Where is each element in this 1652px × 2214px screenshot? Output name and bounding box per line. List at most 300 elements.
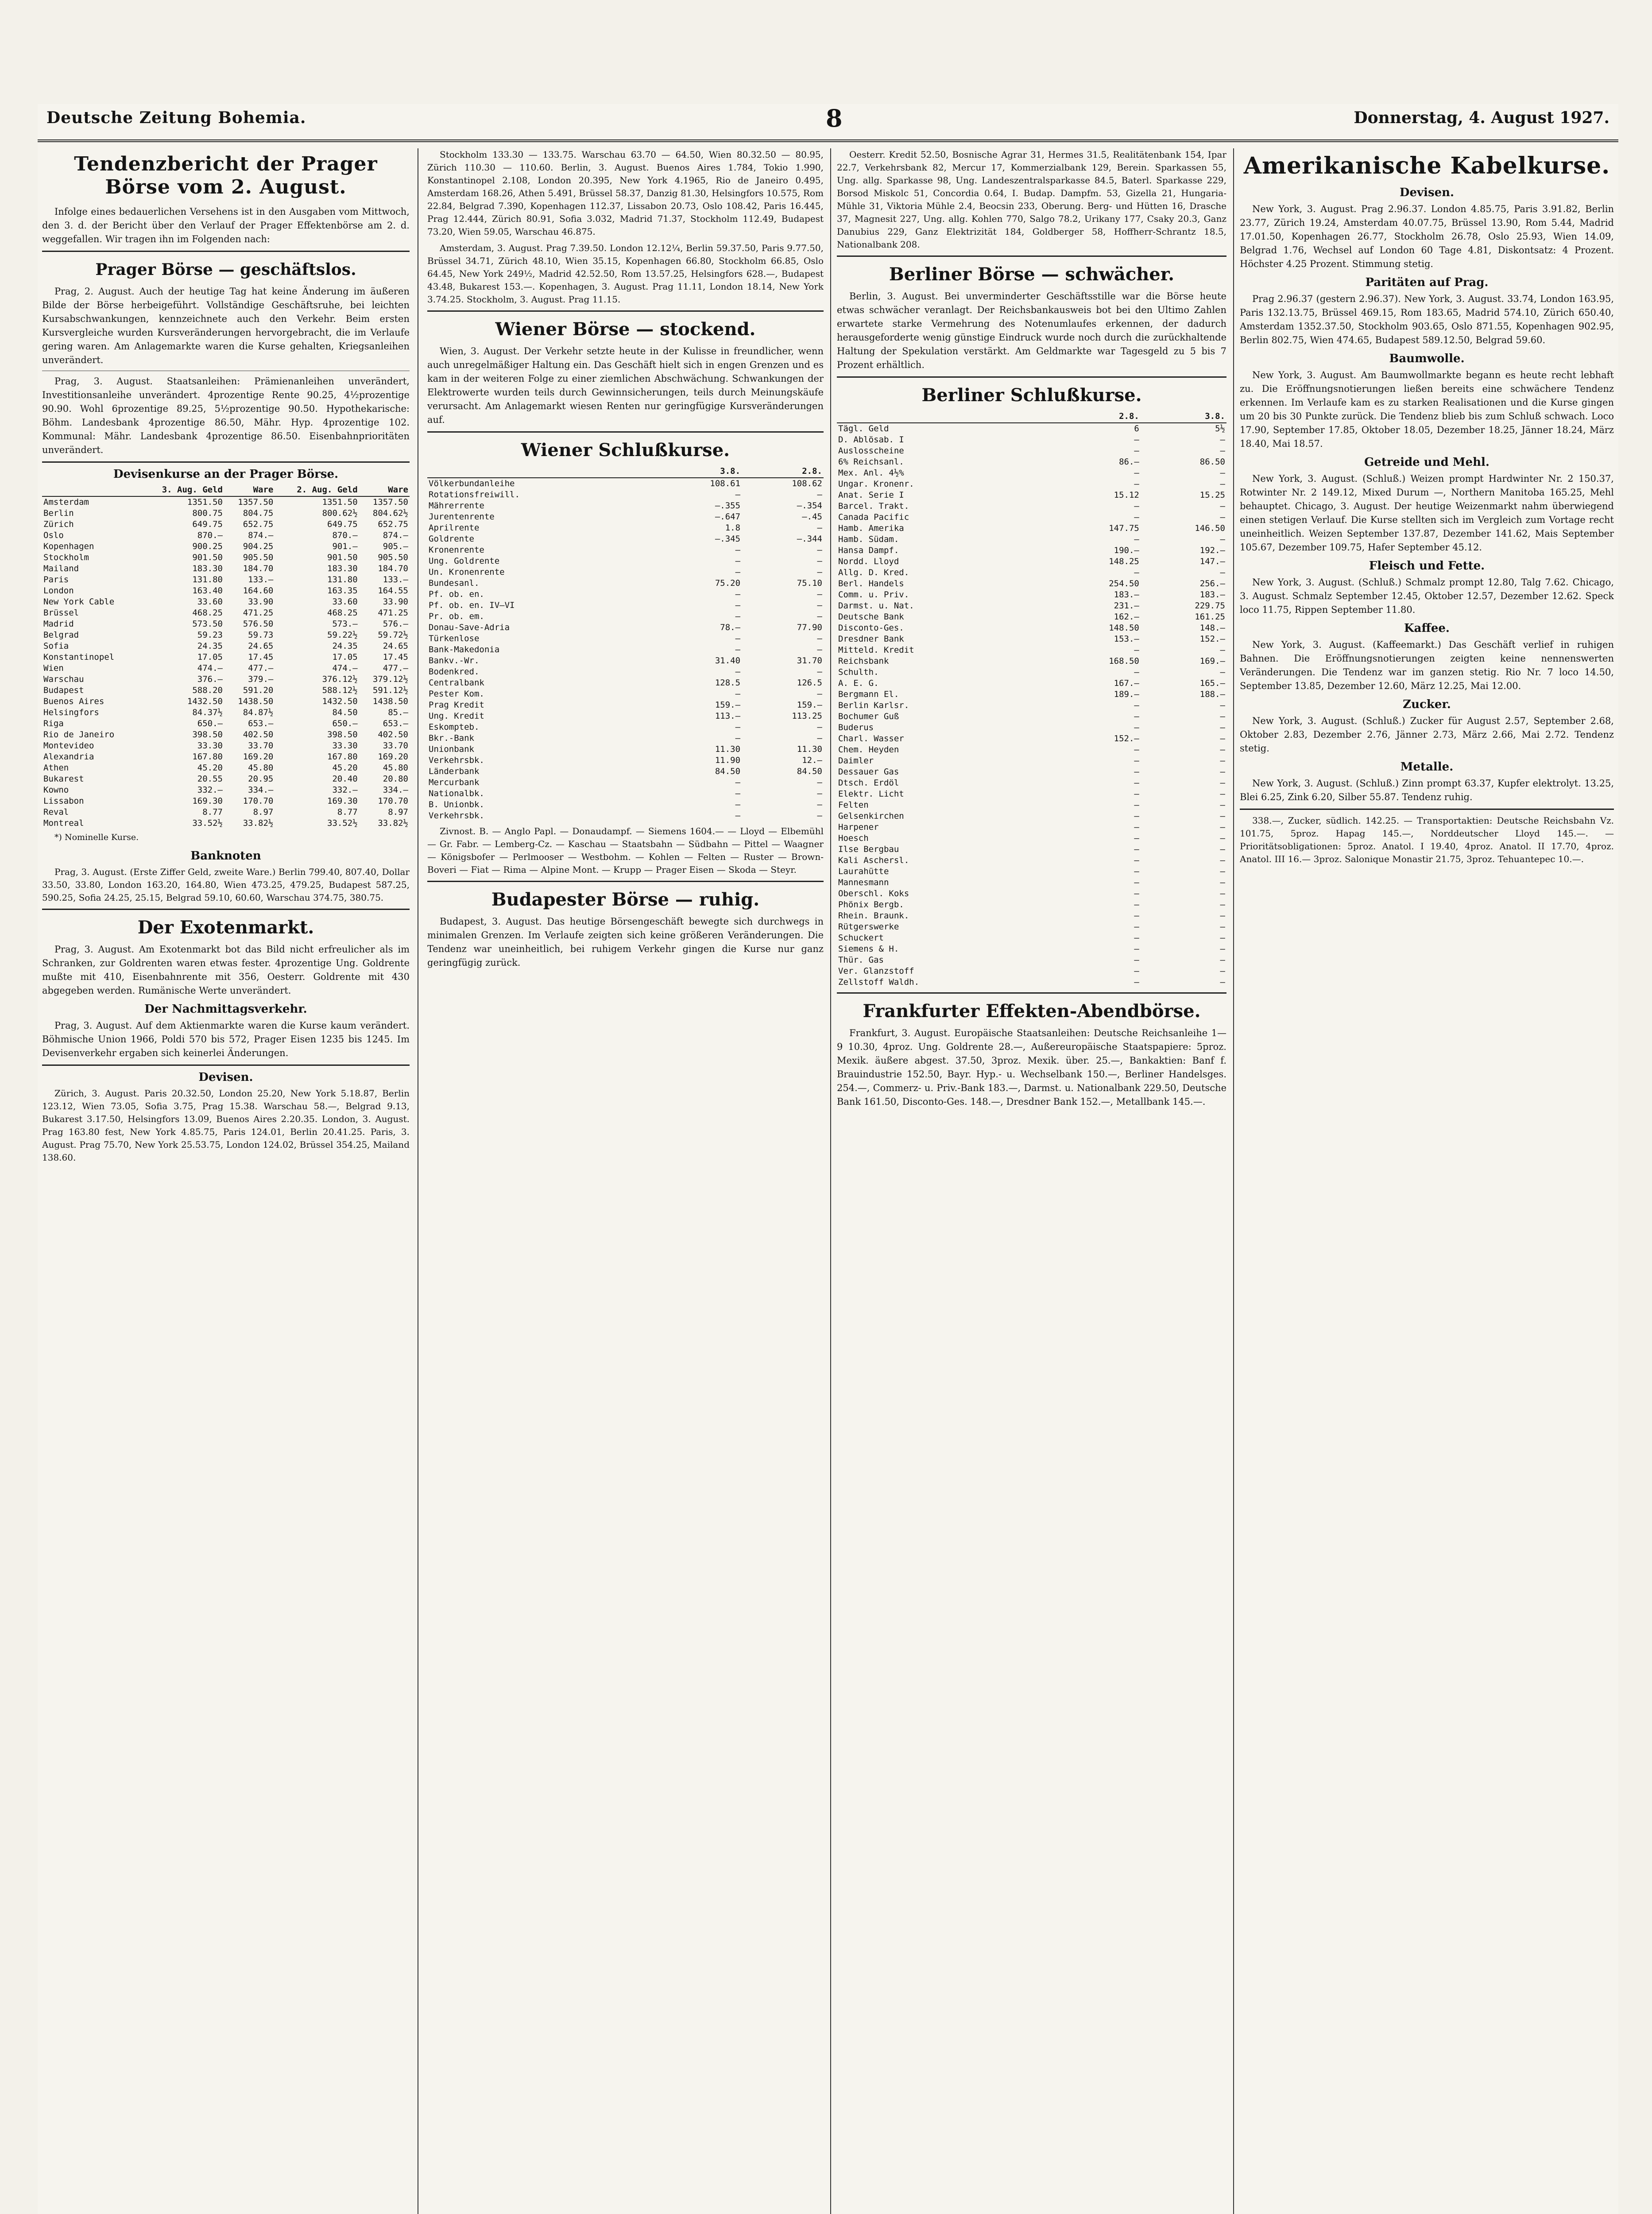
table-row	[427, 788, 824, 799]
table-row	[837, 545, 1226, 556]
table-cell: —	[1220, 734, 1225, 743]
table-cell: 20.55	[197, 774, 223, 784]
table-cell: Buderus	[838, 723, 874, 732]
table-cell: Völkerbundanleihe	[429, 479, 515, 488]
table-header-row	[427, 465, 824, 478]
table-cell: Zürich	[43, 519, 74, 529]
section-text: New York, 3. August. (Schluß.) Weizen prompt Hardwinter Nr. 2 150.37, Rotwinter Nr. 2 149.12, Mixed Durum —, Northern Manitoba 165.25, Mehl behauptet. Chicago, 3. August. Der heutige Weizenmarkt nahm überwiegend einen stetigen Verlauf. Die Kurse stellten sich im Vergleich zum Vortage recht uneinheitlich. Weizen September 137.87, Dezember 141.62, Mais September 105.67, Dezember 109.75, Hafer September 45.12.	[1240, 473, 1614, 553]
table-row	[42, 563, 410, 574]
table-row	[42, 763, 410, 774]
table-cell: —	[735, 556, 741, 566]
table-cell: Ilse Bergbau	[838, 844, 899, 854]
column-header	[42, 484, 140, 496]
table-cell: 471.25	[378, 608, 408, 618]
table-cell: 588.12½	[322, 685, 358, 695]
table-cell: —	[1220, 977, 1225, 987]
section-text: Wien, 3. August. Der Verkehr setzte heute in der Kulisse in freundlicher, wenn auch unregelmäßiger Haltung ein. Das Geschäft hielt sich in engen Grenzen und es kam in der weiteren Folge zu einer ziemlichen Abschwächung. Schwankungen der Elektrowerte wurden teils durch Gewinnsicherungen, teils durch Meinungskäufe verursacht. Am Anlagemarkt wiesen Renten nur geringfügige Kursveränderungen auf.	[427, 346, 824, 425]
table-cell: —	[1220, 867, 1225, 876]
column-header	[427, 465, 660, 478]
table-cell: 133.—	[383, 575, 408, 584]
table-cell: —.45	[802, 512, 822, 522]
table-cell: —	[735, 667, 741, 677]
table-cell: Madrid	[43, 619, 74, 629]
table-cell: Verkehrsbk.	[429, 811, 484, 821]
table-cell: New York Cable	[43, 597, 115, 607]
table-row	[427, 655, 824, 666]
table-cell: —	[1220, 468, 1225, 478]
table-row	[42, 585, 410, 596]
table-cell: Jurentenrente	[429, 512, 495, 522]
table-cell: —	[817, 490, 822, 499]
table-row	[837, 822, 1226, 833]
table-cell: 332.—	[332, 785, 358, 795]
section-title-prager-boerse: Prager Börse — geschäftslos.	[95, 260, 356, 279]
devisen-table	[42, 484, 410, 829]
table-row	[42, 652, 410, 663]
table-cell: 11.30	[797, 744, 822, 754]
section-text: 338.—, Zucker, südlich. 142.25. — Transportaktien: Deutsche Reichsbahn Vz. 101.75, 5proz. Hapag 145.—, Norddeutscher Lloyd 145.—. — Prioritätsobligationen: 5proz. Anatol. I 19.40, 4proz. Anatol. II 17.70, 4proz. Anatol. III 16.— 3proz. Salonique Monastir 21.75, 3proz. Tehuantepec 10.—.	[1240, 815, 1614, 864]
table-row	[42, 785, 410, 796]
table-cell: —	[817, 556, 822, 566]
table-cell: —	[1134, 966, 1139, 976]
table-cell: 133.—	[248, 575, 274, 584]
table-cell: 33.52½	[192, 818, 223, 828]
table-cell: —	[1220, 955, 1225, 965]
table-cell: 8.77	[337, 807, 358, 817]
table-row	[427, 556, 824, 567]
table-cell: Barcel. Trakt.	[838, 501, 909, 511]
table-cell: 59.73	[248, 630, 274, 640]
table-cell: 183.30	[327, 564, 358, 573]
table-cell: —	[1220, 833, 1225, 843]
table-row	[427, 567, 824, 578]
table-cell: —	[1220, 534, 1225, 544]
table-cell: 167.80	[327, 752, 358, 762]
table-row	[427, 511, 824, 523]
table-cell: 901.50	[327, 553, 358, 562]
table-row	[837, 457, 1226, 468]
table-cell: —	[1220, 822, 1225, 832]
table-cell: Anat. Serie I	[838, 490, 904, 500]
table-cell: —	[1134, 712, 1139, 721]
section-title-budapester-boerse: Budapester Börse — ruhig.	[491, 889, 760, 910]
subsection-metalle: Metalle.	[1400, 760, 1454, 774]
table-row	[837, 921, 1226, 933]
table-cell: —	[1134, 933, 1139, 943]
table-cell: —	[817, 634, 822, 643]
table-cell: 1351.50	[187, 497, 223, 507]
table-cell: —	[1134, 723, 1139, 732]
table-row	[837, 899, 1226, 910]
table-row	[837, 678, 1226, 689]
section-text: New York, 3. August. (Schluß.) Zinn prompt 63.37, Kupfer elektrolyt. 13.25, Blei 6.25, Zink 6.20, Silber 55.87. Tendenz ruhig.	[1240, 778, 1614, 802]
table-cell: 84.50	[332, 708, 358, 717]
table-cell: 148.—	[1199, 623, 1225, 633]
table-cell: 1438.50	[372, 697, 408, 706]
section-title-exotenmarkt: Der Exotenmarkt.	[137, 917, 314, 938]
table-cell: —	[735, 800, 741, 809]
table-cell: 183.—	[1199, 590, 1225, 600]
table-cell: Budapest	[43, 685, 84, 695]
table-cell: Dessauer Gas	[838, 767, 899, 777]
table-cell: 108.61	[710, 479, 741, 488]
table-cell: 17.05	[332, 652, 358, 662]
table-cell: 870.—	[332, 530, 358, 540]
table-cell: 84.37½	[192, 708, 223, 717]
table-cell: —	[1134, 789, 1139, 799]
table-cell: Mailand	[43, 564, 79, 573]
table-cell: 45.20	[332, 763, 358, 773]
table-cell: 45.80	[383, 763, 408, 773]
table-cell: Berlin	[43, 508, 74, 518]
table-cell: 12.—	[802, 755, 822, 765]
column-header	[837, 410, 1055, 423]
table-row	[427, 711, 824, 722]
table-cell: 904.25	[243, 542, 274, 551]
table-cell: Bergmann El.	[838, 689, 899, 699]
table-cell: Comm. u. Priv.	[838, 590, 909, 600]
divider	[837, 255, 1226, 257]
table-cell: —	[817, 667, 822, 677]
table-cell: 190.—	[1114, 546, 1139, 555]
table-row	[837, 501, 1226, 512]
table-cell: 800.75	[192, 508, 223, 518]
table-cell: —	[1220, 855, 1225, 865]
table-cell: —.344	[797, 534, 822, 544]
table-cell: Hansa Dampf.	[838, 546, 899, 555]
section-text: New York, 3. August. (Schluß.) Schmalz prompt 12.80, Talg 7.62. Chicago, 3. August. Schmalz September 12.45, Oktober 12.57, Dezember 12.62. Speck loco 11.75, Rippen September 11.80.	[1240, 577, 1614, 615]
table-cell: —	[1134, 955, 1139, 965]
table-row	[837, 733, 1226, 744]
table-row	[837, 800, 1226, 811]
column-divider	[1233, 148, 1234, 2214]
table-cell: Ver. Glanzstoff	[838, 966, 914, 976]
table-cell: Wien	[43, 663, 64, 673]
table-cell: Siemens & H.	[838, 944, 899, 954]
table-cell: —	[735, 567, 741, 577]
table-row	[837, 844, 1226, 855]
table-row	[837, 578, 1226, 589]
table-cell: —	[735, 722, 741, 732]
table-cell: —	[1220, 922, 1225, 932]
table-row	[837, 855, 1226, 866]
table-cell: —	[1220, 889, 1225, 898]
table-cell: —	[735, 589, 741, 599]
article-title-kabelkurse: Amerikanische Kabelkurse.	[1243, 152, 1610, 179]
table-cell: Oberschl. Koks	[838, 889, 909, 898]
table-row	[42, 552, 410, 563]
table-cell: —	[1134, 844, 1139, 854]
table-cell: —	[735, 778, 741, 787]
table-cell: 870.—	[197, 530, 223, 540]
table-cell: Warschau	[43, 674, 84, 684]
table-cell: 33.60	[197, 597, 223, 607]
table-cell: 474.—	[332, 663, 358, 673]
table-cell: Brüssel	[43, 608, 79, 618]
table-cell: Oslo	[43, 530, 64, 540]
table-cell: 1432.50	[187, 697, 223, 706]
table-cell: —	[1220, 667, 1225, 677]
table-cell: —	[1220, 789, 1225, 799]
table-row	[837, 512, 1226, 523]
table-cell: 402.50	[243, 730, 274, 739]
table-cell: 398.50	[327, 730, 358, 739]
table-cell: —	[1220, 645, 1225, 655]
table-cell: —	[1134, 645, 1139, 655]
table-cell: —	[735, 612, 741, 621]
table-cell: 376.—	[197, 674, 223, 684]
table-cell: 163.35	[327, 586, 358, 596]
table-row	[42, 663, 410, 674]
column-4	[1240, 148, 1614, 2214]
table-row	[42, 619, 410, 630]
table-cell: A. E. G.	[838, 678, 879, 688]
table-row	[42, 774, 410, 785]
subsection-fleisch: Fleisch und Fette.	[1369, 559, 1485, 573]
table-cell: Eskompteb.	[429, 722, 480, 732]
table-cell: 159.—	[715, 700, 741, 710]
table-cell: 477.—	[383, 663, 408, 673]
table-cell: —	[817, 545, 822, 555]
table-cell: —	[817, 600, 822, 610]
table-row	[42, 541, 410, 552]
table-cell: 148.25	[1109, 557, 1139, 566]
table-cell: —	[1220, 701, 1225, 710]
table-cell: 146.50	[1195, 523, 1225, 533]
table-cell: Rio de Janeiro	[43, 730, 115, 739]
table-row	[837, 567, 1226, 578]
table-cell: 108.62	[792, 479, 822, 488]
table-row	[427, 633, 824, 644]
table-cell: —	[1220, 844, 1225, 854]
table-cell: 6% Reichsanl.	[838, 457, 904, 467]
table-cell: Bukarest	[43, 774, 84, 784]
table-row	[837, 634, 1226, 645]
table-cell: 167.80	[192, 752, 223, 762]
table-cell: 113.—	[715, 711, 741, 721]
table-cell: 128.5	[715, 678, 741, 688]
table-cell: 573.50	[192, 619, 223, 629]
table-cell: 1438.50	[238, 697, 274, 706]
section-text: Prag, 3. August. (Erste Ziffer Geld, zweite Ware.) Berlin 799.40, 807.40, Dollar 33.50, 33.80, London 163.20, 164.80, Wien 473.25, 479.25, Budapest 587.25, 590.25, Sofia 24.25, 25.15, Belgrad 59.10, 60.60, Warschau 374.75, 380.75.	[42, 867, 410, 903]
table-cell: Helsingfors	[43, 708, 99, 717]
table-cell: 169.30	[192, 796, 223, 806]
table-cell: —	[817, 778, 822, 787]
table-cell: 33.52½	[327, 818, 358, 828]
table-cell: —	[817, 722, 822, 732]
table-cell: Bochumer Guß	[838, 712, 899, 721]
table-cell: 8.97	[253, 807, 274, 817]
section-text: Berlin, 3. August. Bei unverminderter Geschäftsstille war die Börse heute etwas schwächer veranlagt. Der Reichsbankausweis bot bei den Ultimo Zahlen erwartete starke Vermehrung des Notenumlaufes erkennen, der dadurch herausgeforderte wenig günstige Eindruck wurde noch durch die zurückhaltende Haltung der Spekulation verstärkt. Am Geldmarkte war Tagesgeld zu 5 bis 7 Prozent erhältlich.	[837, 291, 1226, 370]
subsection-paritaeten: Paritäten auf Prag.	[1365, 276, 1489, 289]
section-text: Prag, 3. August. Staatsanleihen: Prämienanleihen unverändert, Investitionsanleihe unverändert. 4prozentige Rente 90.25, 4½prozentige 90.90. Wohl 6prozentige 89.25, 5½prozentige 90.50. Hypothekarische: Böhm. Landesbank 4prozentige 86.50, Mähr. Hyp. 4prozentige 102. Kommunal: Mähr. Landesbank 4prozentige 86.50. Eisenbahnprioritäten unverändert.	[42, 376, 410, 455]
table-cell: —	[735, 645, 741, 654]
section-title-nachmittag: Der Nachmittagsverkehr.	[144, 1002, 307, 1016]
table-cell: 75.20	[715, 578, 741, 588]
table-cell: 163.40	[192, 586, 223, 596]
table-row	[42, 608, 410, 619]
table-cell: Prag Kredit	[429, 700, 484, 710]
table-cell: 334.—	[248, 785, 274, 795]
table-cell: 153.—	[1114, 634, 1139, 644]
table-row	[427, 766, 824, 777]
table-cell: Länderbank	[429, 766, 480, 776]
table-row	[837, 778, 1226, 789]
table-cell: 167.—	[1114, 678, 1139, 688]
table-cell: Riga	[43, 719, 64, 728]
table-cell: —	[1134, 745, 1139, 755]
table-cell: Kopenhagen	[43, 542, 94, 551]
table-cell: —	[1220, 878, 1225, 887]
table-row	[837, 955, 1226, 966]
table-cell: —	[817, 811, 822, 821]
table-cell: Lissabon	[43, 796, 84, 806]
table-cell: Reval	[43, 807, 69, 817]
table-cell: 573.—	[332, 619, 358, 629]
table-row	[427, 666, 824, 677]
table-cell: —	[1134, 767, 1139, 777]
table-cell: Hoesch	[838, 833, 869, 843]
table-cell: Bankv.-Wr.	[429, 656, 480, 666]
table-cell: 1351.50	[322, 497, 358, 507]
table-row	[42, 574, 410, 585]
column-2	[427, 148, 824, 2214]
table-row	[42, 530, 410, 541]
table-row	[837, 490, 1226, 501]
section-text: New York, 3. August. (Kaffeemarkt.) Das Geschäft verlief in ruhigen Bahnen. Die Eröffnungsnotierungen zeigten keine nennenswerten Veränderungen. Die Tendenz war im ganzen stetig. Rio Nr. 7 loco 14.50, September 13.85, Dezember 12.60, März 12.25, Mai 12.00.	[1240, 639, 1614, 691]
table-cell: Paris	[43, 575, 69, 584]
table-cell: 148.50	[1109, 623, 1139, 633]
table-row	[42, 496, 410, 508]
table-cell: Kali Aschersl.	[838, 855, 909, 865]
table-row	[42, 807, 410, 818]
table-cell: 24.65	[383, 641, 408, 651]
table-row	[837, 944, 1226, 955]
table-cell: —	[1134, 501, 1139, 511]
column-header: 2.8.	[1055, 410, 1141, 423]
table-cell: 165.—	[1199, 678, 1225, 688]
table-cell: 649.75	[327, 519, 358, 529]
table-cell: Schulth.	[838, 667, 879, 677]
article-intro: Infolge eines bedauerlichen Versehens ist in den Ausgaben vom Mittwoch, den 3. d. der Bericht über den Verlauf der Prager Effektenbörse am 2. d. weggefallen. Wir tragen ihn im Folgenden nach:	[42, 206, 410, 244]
table-row	[837, 645, 1226, 656]
table-cell: 33.82½	[243, 818, 274, 828]
table-cell: —	[1134, 479, 1139, 489]
table-cell: 152.—	[1114, 734, 1139, 743]
table-cell: 162.—	[1114, 612, 1139, 622]
table-cell: Berlin Karlsr.	[838, 701, 909, 710]
table-cell: 33.90	[248, 597, 274, 607]
table-cell: 11.90	[715, 755, 741, 765]
table-row	[837, 700, 1226, 711]
table-cell: 33.90	[383, 597, 408, 607]
divider	[1240, 809, 1614, 810]
table-row	[837, 589, 1226, 600]
table-cell: 31.70	[797, 656, 822, 666]
table-row	[42, 796, 410, 807]
table-cell: 477.—	[248, 663, 274, 673]
table-cell: 652.75	[243, 519, 274, 529]
table-cell: 900.25	[192, 542, 223, 551]
table-row	[837, 612, 1226, 623]
table-cell: —	[817, 567, 822, 577]
table-cell: 15.12	[1114, 490, 1139, 500]
section-title-wiener-boerse: Wiener Börse — stockend.	[495, 319, 756, 340]
table-cell: 649.75	[192, 519, 223, 529]
table-cell: 24.35	[197, 641, 223, 651]
table-cell: D. Ablösab. I	[838, 435, 904, 445]
table-cell: 17.45	[383, 652, 408, 662]
table-cell: —	[1220, 778, 1225, 788]
table-cell: —	[817, 789, 822, 798]
table-cell: Laurahütte	[838, 867, 889, 876]
table-cell: Bank-Makedonia	[429, 645, 500, 654]
table-cell: 86.50	[1199, 457, 1225, 467]
table-cell: —	[735, 545, 741, 555]
table-cell: —	[1134, 911, 1139, 921]
section-text: Stockholm 133.30 — 133.75. Warschau 63.70 — 64.50, Wien 80.32.50 — 80.95, Zürich 110.30 — 110.60. Berlin, 3. August. Buenos Aires 1.784, Tokio 1.990, Konstantinopel 2.108, London 20.395, New York 4.1965, Rio de Janeiro 0.495, Amsterdam 168.26, Athen 5.491, Brüssel 58.37, Danzig 81.30, Helsingfors 10.575, Rom 22.84, Belgrad 7.390, Kopenhagen 112.37, Lissabon 20.73, Oslo 108.42, Paris 16.445, Prag 12.444, Zürich 80.91, Sofia 3.032, Madrid 71.37, Stockholm 112.49, Budapest 73.20, Wien 59.05, Warschau 46.875.	[427, 149, 824, 237]
table-cell: —.647	[715, 512, 741, 522]
section-text: New York, 3. August. Prag 2.96.37. London 4.85.75, Paris 3.91.82, Berlin 23.77, Zürich 19.24, Amsterdam 40.07.75, Brüssel 13.90, Rom 5.44, Madrid 17.01.50, Kopenhagen 26.77, Stockholm 26.78, Oslo 25.93, Wien 14.09, Belgrad 1.76, Wechsel auf London 60 Tage 4.81, Diskontsatz: 4 Prozent. Höchster 4.25 Prozent. Stimmung stetig.	[1240, 204, 1614, 269]
wiener-schlusskurse-table	[427, 465, 824, 821]
table-cell: 45.20	[197, 763, 223, 773]
table-cell: 169.—	[1199, 656, 1225, 666]
table-cell: Konstantinopel	[43, 652, 115, 662]
section-title-devisen: Devisen.	[198, 1071, 253, 1084]
table-cell: Dtsch. Erdöl	[838, 778, 899, 788]
table-cell: 78.—	[720, 623, 741, 632]
table-row	[42, 519, 410, 530]
table-cell: 653.—	[248, 719, 274, 728]
table-cell: —	[1134, 867, 1139, 876]
table-cell: 86.—	[1119, 457, 1139, 467]
table-cell: 77.90	[797, 623, 822, 632]
divider	[42, 1064, 410, 1066]
table-cell: —	[1134, 446, 1139, 456]
issue-date: Donnerstag, 4. August 1927.	[1354, 108, 1609, 127]
subsection-zucker: Zucker.	[1403, 698, 1451, 711]
table-row	[42, 729, 410, 740]
table-cell: 576.50	[243, 619, 274, 629]
table-row	[42, 751, 410, 763]
table-cell: Ung. Goldrente	[429, 556, 500, 566]
table-cell: 17.45	[248, 652, 274, 662]
table-row	[427, 722, 824, 733]
table-cell: 85.—	[388, 708, 408, 717]
table-cell: 113.25	[792, 711, 822, 721]
table-row	[42, 718, 410, 729]
table-row	[837, 656, 1226, 667]
table-cell: 126.5	[797, 678, 822, 688]
table-cell: 398.50	[192, 730, 223, 739]
table-row	[427, 744, 824, 755]
table-cell: —	[1220, 501, 1225, 511]
table-cell: 804.75	[243, 508, 274, 518]
table-row	[427, 799, 824, 810]
table-cell: 332.—	[197, 785, 223, 795]
table-cell: —	[1220, 446, 1225, 456]
table-row	[837, 755, 1226, 766]
section-text: Prag 2.96.37 (gestern 2.96.37). New York, 3. August. 33.74, London 163.95, Paris 132.13.75, Brüssel 469.15, Rom 183.65, Madrid 574.10, Zürich 650.40, Amsterdam 1352.37.50, Stockholm 903.65, Oslo 871.55, Kopenhagen 902.95, Berlin 802.75, Wien 474.65, Budapest 589.12.50, Belgrad 59.60.	[1240, 294, 1614, 345]
table-cell: Gelsenkirchen	[838, 811, 904, 821]
table-cell: —	[1134, 833, 1139, 843]
column-1	[42, 148, 410, 2214]
section-text: New York, 3. August. (Schluß.) Zucker für August 2.57, September 2.68, Oktober 2.83, Dezember 2.76, Jänner 2.73, März 2.66, Mai 2.72. Tendenz stetig.	[1240, 716, 1614, 754]
table-row	[427, 589, 824, 600]
table-cell: —	[1220, 745, 1225, 755]
table-cell: —	[1134, 701, 1139, 710]
table-cell: —	[735, 733, 741, 743]
